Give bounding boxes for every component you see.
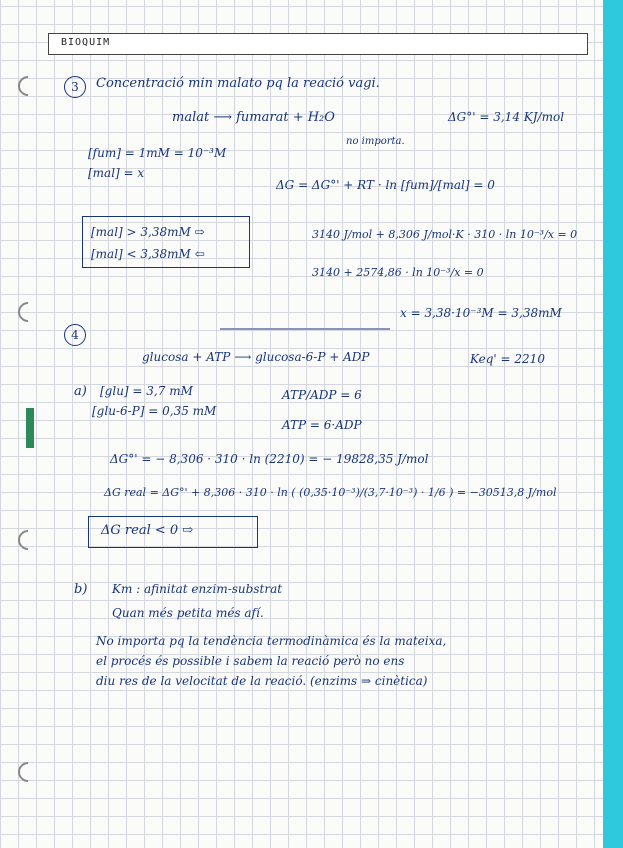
q4-km: Km : afinitat enzim-substrat: [112, 582, 283, 596]
q4-ratio: ATP/ADP = 6: [282, 388, 362, 402]
section-divider: [220, 328, 390, 330]
q4-reaction: glucosa + ATP ⟶ glucosa-6-P + ADP: [142, 350, 370, 364]
subject-header: [48, 33, 588, 55]
q3-title: Concentració min malato pq la reació vagi.: [96, 76, 380, 91]
subject-label: BIOQUIM: [61, 37, 111, 48]
q4-result-box: [88, 516, 258, 548]
question-number-3: 3: [64, 76, 86, 98]
q3-box-line1: [mal] > 3,38mM ⇨: [91, 225, 205, 239]
q3-mal: [mal] = x: [88, 166, 145, 180]
q3-box-line2: [mal] < 3,38mM ⇦: [91, 247, 205, 261]
binder-ring: [14, 298, 42, 326]
q3-reaction: malat ⟶ fumarat + H₂O: [172, 110, 335, 125]
q4-atp: ATP = 6·ADP: [282, 418, 362, 432]
q4-part-a: a): [74, 384, 87, 399]
q3-result: x = 3,38·10⁻³M = 3,38mM: [400, 306, 562, 320]
q4-paragraph-line1: No importa pq la tendència termodinàmica és la mateixa,: [96, 634, 447, 648]
q4-dg0-calc: ΔG°' = − 8,306 · 310 · ln (2210) = − 19828,35 J/mol: [110, 452, 429, 466]
cyan-tab: [603, 0, 623, 848]
question-number-4: 4: [64, 324, 86, 346]
q4-glu: [glu] = 3,7 mM: [100, 384, 193, 398]
q3-fum: [fum] = 1mM = 10⁻³M: [88, 146, 227, 160]
q3-note: no importa.: [346, 136, 405, 147]
q3-eq1: ΔG = ΔG°' + RT · ln [fum]/[mal] = 0: [276, 178, 495, 192]
q3-dg0: ΔG°' = 3,14 KJ/mol: [448, 110, 565, 124]
q3-result-box: [82, 216, 250, 268]
q4-paragraph-line2: el procés és possible i sabem la reació però no ens: [96, 654, 405, 668]
brand-logo-strip: [26, 408, 34, 448]
q4-box-text: ΔG real < 0 ⇨: [101, 523, 194, 538]
q4-km-note: Quan més petita més afí.: [112, 606, 264, 620]
binder-ring: [14, 758, 42, 786]
q3-eq2: 3140 J/mol + 8,306 J/mol·K · 310 · ln 10⁻³/x = 0: [312, 228, 578, 241]
q3-eq3: 3140 + 2574,86 · ln 10⁻³/x = 0: [312, 266, 484, 279]
q4-dg-real: ΔG real = ΔG°' + 8,306 · 310 · ln ( (0,35·10⁻³)/(3,7·10⁻³) · 1/6 ) = −30513,8 J/mol: [104, 486, 557, 499]
q4-part-b: b): [74, 582, 88, 597]
binder-ring: [14, 526, 42, 554]
binder-ring: [14, 72, 42, 100]
q4-g6p: [glu-6-P] = 0,35 mM: [92, 404, 217, 418]
q4-paragraph-line3: diu res de la velocitat de la reació. (enzims ⇒ cinètica): [96, 674, 428, 688]
q4-keq: Keq' = 2210: [470, 352, 545, 366]
